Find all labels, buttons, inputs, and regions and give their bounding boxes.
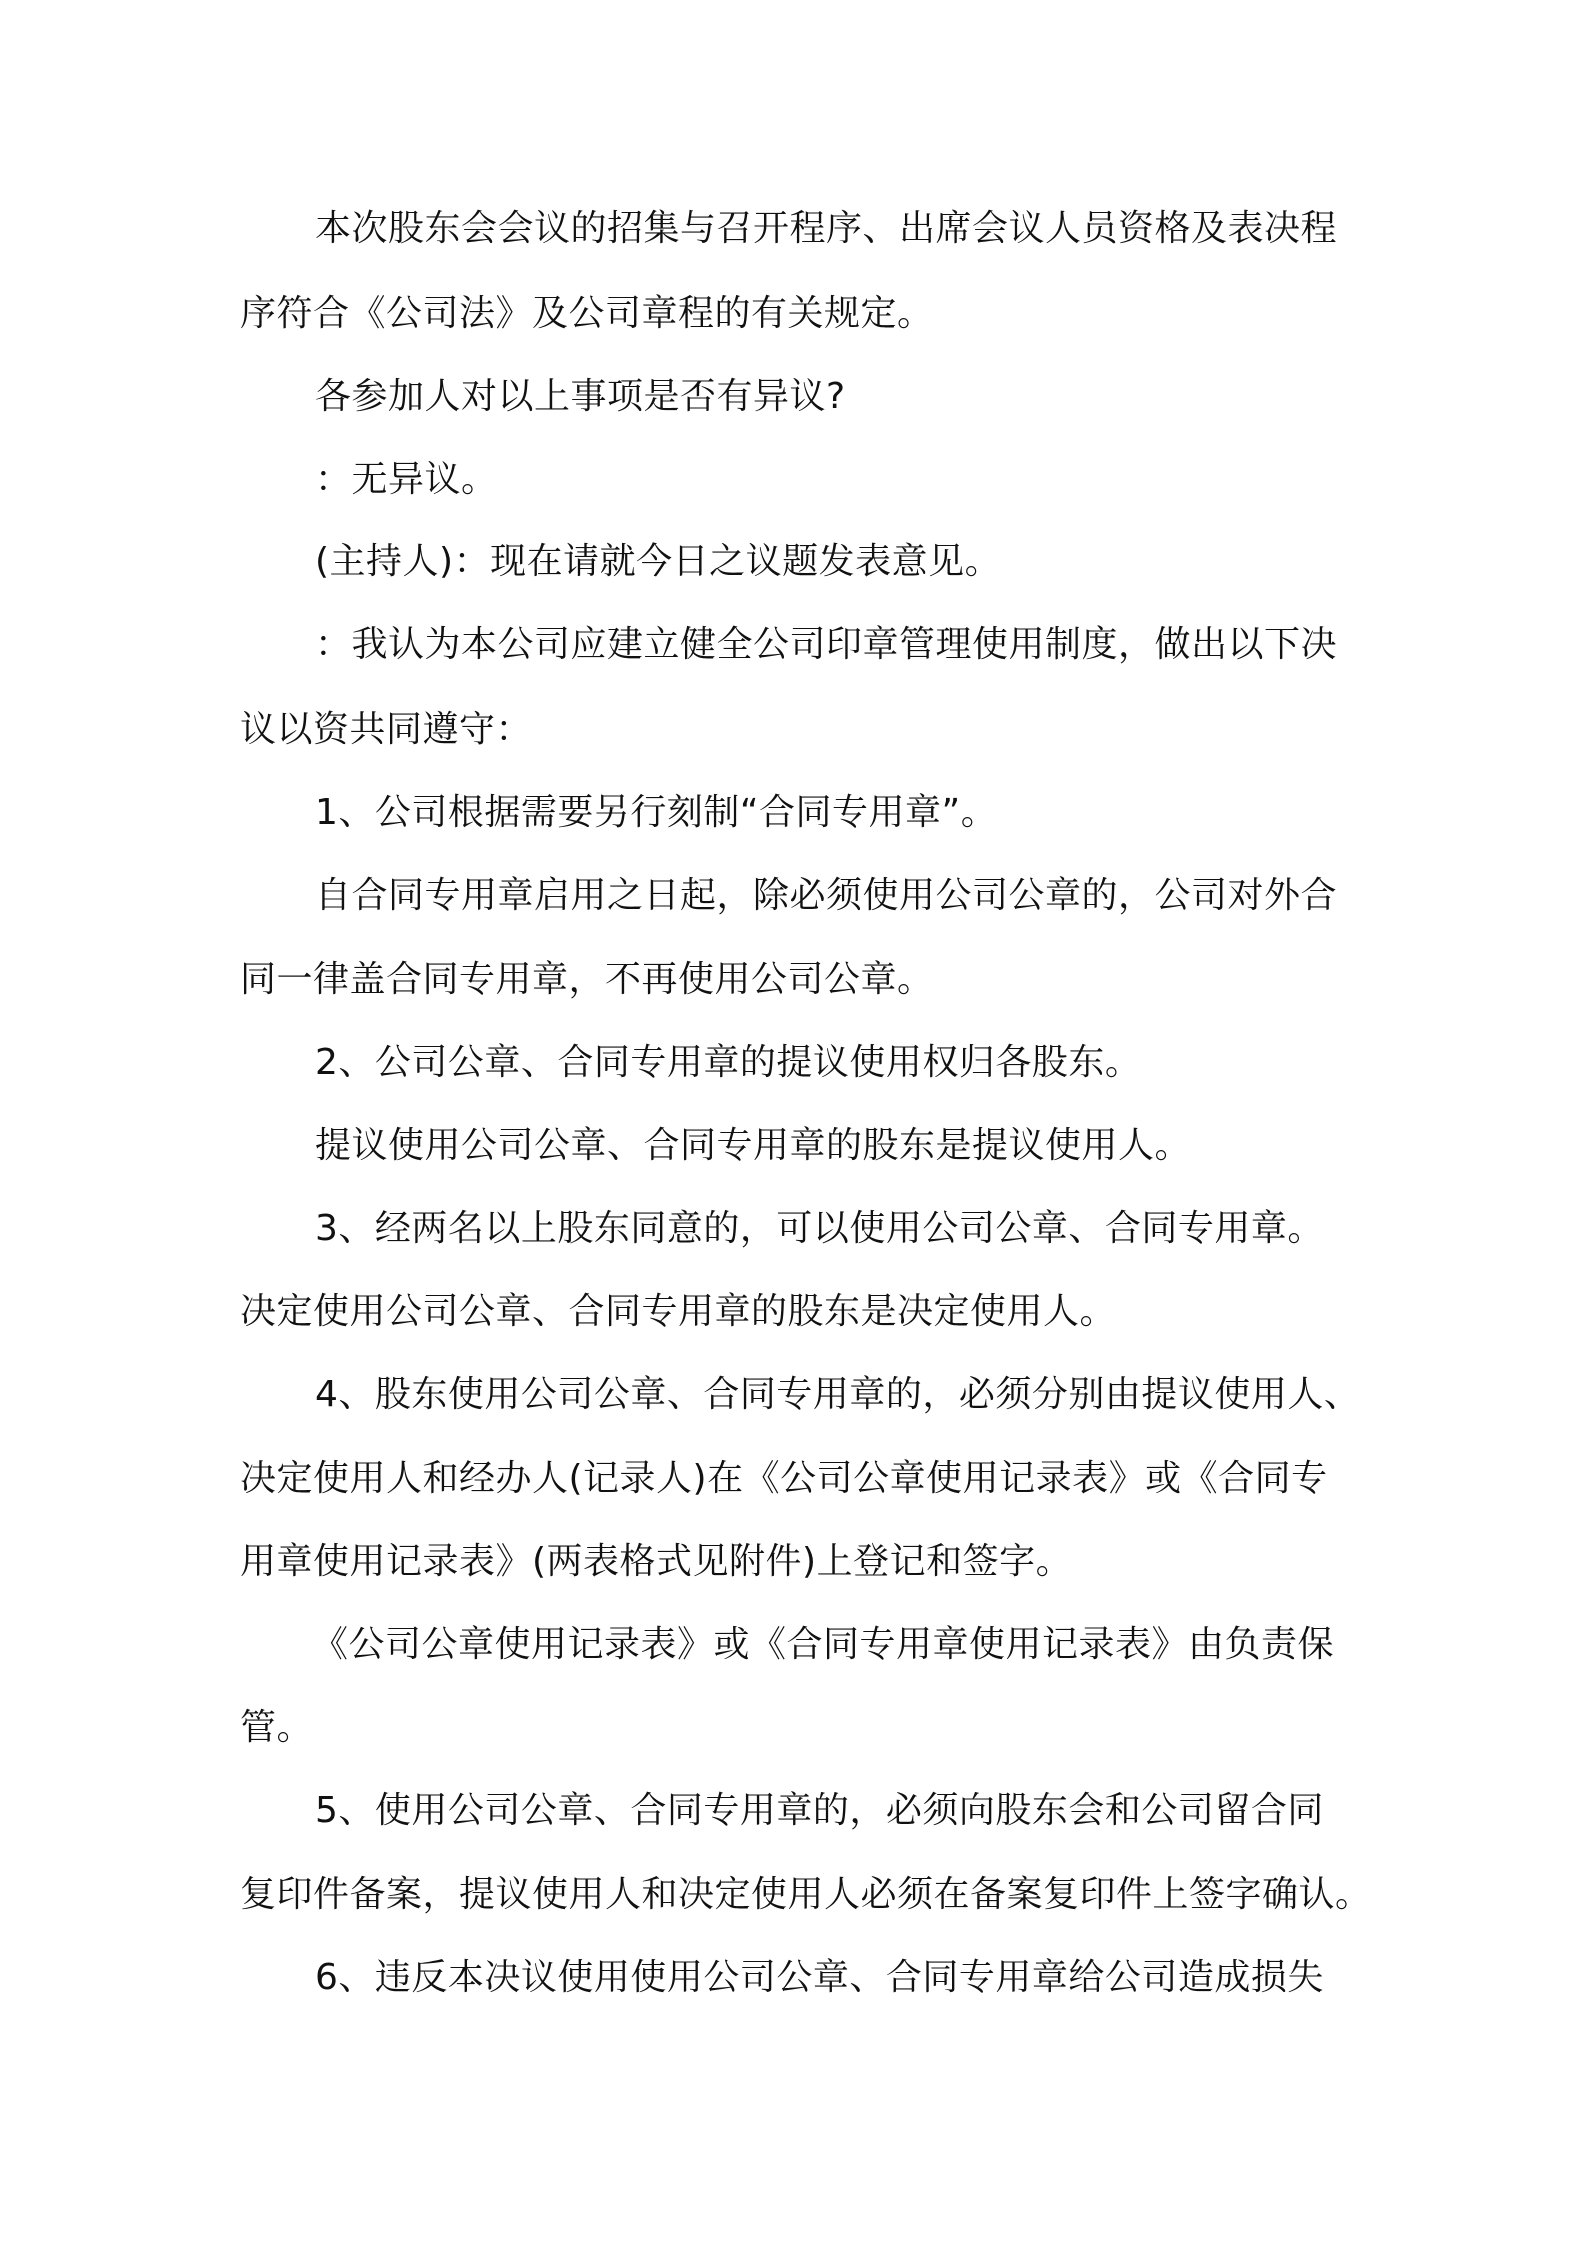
- paragraph-line-22: 6、违反本决议使用使用公司公章、合同专用章给公司造成损失: [315, 1957, 1324, 1998]
- paragraph-line-21: 复印件备案，提议使用人和决定使用人必须在备案复印件上签字确认。: [240, 1874, 1372, 1915]
- paragraph-line-19: 管。: [240, 1707, 314, 1748]
- paragraph-line-1: 本次股东会会议的招集与召开程序、出席会议人员资格及表决程: [315, 208, 1338, 249]
- paragraph-line-5: (主持人)：现在请就今日之议题发表意见。: [315, 541, 1002, 582]
- paragraph-line-6: ：我认为本公司应建立健全公司印章管理使用制度，做出以下决: [315, 624, 1338, 665]
- paragraph-line-11: 2、公司公章、合同专用章的提议使用权归各股东。: [315, 1042, 1142, 1083]
- paragraph-line-10: 同一律盖合同专用章，不再使用公司公章。: [240, 959, 934, 1000]
- paragraph-line-2: 序符合《公司法》及公司章程的有关规定。: [240, 293, 934, 334]
- paragraph-line-17: 用章使用记录表》(两表格式见附件)上登记和签字。: [240, 1541, 1073, 1582]
- paragraph-line-13: 3、经两名以上股东同意的，可以使用公司公章、合同专用章。: [315, 1208, 1324, 1249]
- paragraph-line-15: 4、股东使用公司公章、合同专用章的，必须分别由提议使用人、: [315, 1374, 1361, 1415]
- paragraph-line-18: 《公司公章使用记录表》或《合同专用章使用记录表》由负责保: [312, 1624, 1335, 1665]
- paragraph-line-7: 议以资共同遵守：: [240, 709, 533, 750]
- paragraph-line-14: 决定使用公司公章、合同专用章的股东是决定使用人。: [240, 1291, 1117, 1332]
- paragraph-line-20: 5、使用公司公章、合同专用章的，必须向股东会和公司留合同: [315, 1790, 1324, 1831]
- paragraph-line-4: ：无异议。: [315, 459, 498, 500]
- paragraph-line-3: 各参加人对以上事项是否有异议?: [315, 376, 846, 417]
- paragraph-line-16: 决定使用人和经办人(记录人)在《公司公章使用记录表》或《合同专: [240, 1458, 1328, 1499]
- paragraph-line-9: 自合同专用章启用之日起，除必须使用公司公章的，公司对外合: [315, 875, 1338, 916]
- paragraph-line-12: 提议使用公司公章、合同专用章的股东是提议使用人。: [315, 1125, 1192, 1166]
- paragraph-line-8: 1、公司根据需要另行刻制“合同专用章”。: [315, 792, 998, 833]
